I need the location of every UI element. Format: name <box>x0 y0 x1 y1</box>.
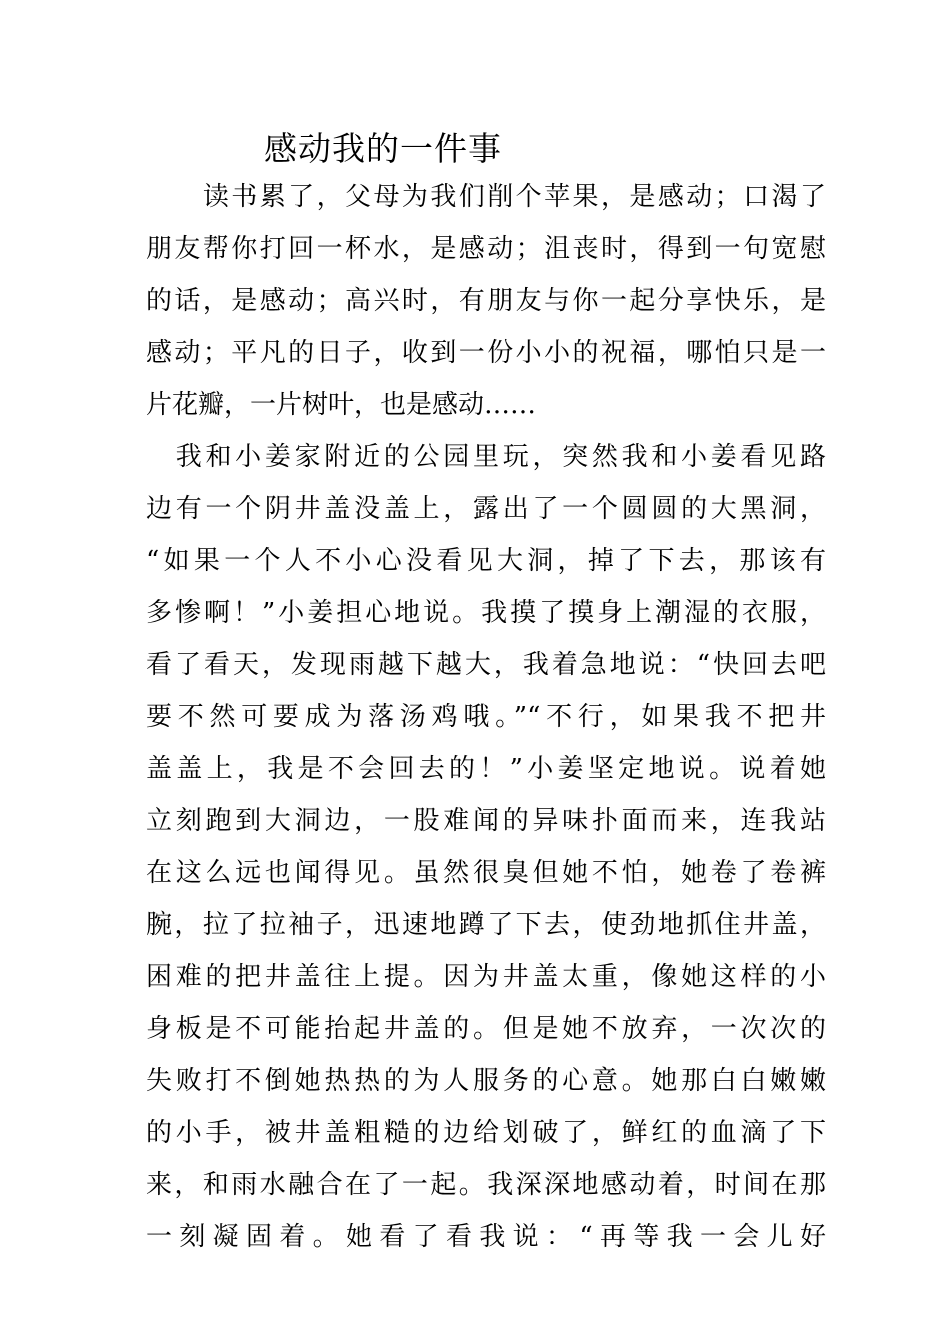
text-line: 的话，是感动；高兴时，有朋友与你一起分享快乐，是 <box>146 286 826 316</box>
text-line: 困难的把井盖往上提。因为井盖太重，像她这样的小 <box>146 962 826 992</box>
text-line: 读书累了，父母为我们削个苹果，是感动；口渴了 <box>146 182 826 212</box>
text-line: 朋友帮你打回一杯水，是感动；沮丧时，得到一句宽慰 <box>146 234 826 264</box>
text-line: 来，和雨水融合在了一起。我深深地感动着，时间在那 <box>146 1170 826 1200</box>
text-line: 片花瓣，一片树叶，也是感动…… <box>146 390 537 420</box>
text-line: 边有一个阴井盖没盖上，露出了一个圆圆的大黑洞， <box>146 494 826 524</box>
text-line: 要不然可要成为落汤鸡哦。”“不行，如果我不把井 <box>146 702 826 732</box>
document-body <box>146 174 826 1266</box>
text-line: 多惨啊！”小姜担心地说。我摸了摸身上潮湿的衣服， <box>146 598 826 628</box>
text-line: 感动；平凡的日子，收到一份小小的祝福，哪怕只是一 <box>146 338 826 368</box>
text-line: 盖盖上，我是不会回去的！”小姜坚定地说。说着她 <box>146 754 826 784</box>
text-line: 立刻跑到大洞边，一股难闻的异味扑面而来，连我站 <box>146 806 826 836</box>
text-line: 看了看天，发现雨越下越大，我着急地说：“快回去吧 <box>146 650 826 680</box>
text-line: 我和小姜家附近的公园里玩，突然我和小姜看见路 <box>146 442 826 472</box>
text-line: 腕，拉了拉袖子，迅速地蹲了下去，使劲地抓住井盖， <box>146 910 826 940</box>
text-line: 失败打不倒她热热的为人服务的心意。她那白白嫩嫩 <box>146 1066 826 1096</box>
text-line: 的小手，被井盖粗糙的边给划破了，鲜红的血滴了下 <box>146 1118 826 1148</box>
text-line: “如果一个人不小心没看见大洞，掉了下去，那该有 <box>146 546 826 576</box>
text-line: 在这么远也闻得见。虽然很臭但她不怕，她卷了卷裤 <box>146 858 826 888</box>
document-title: 感动我的一件事 <box>264 129 502 168</box>
text-line: 一刻凝固着。她看了看我说：“再等我一会儿好 <box>146 1222 826 1252</box>
text-line: 身板是不可能抬起井盖的。但是她不放弃，一次次的 <box>146 1014 826 1044</box>
